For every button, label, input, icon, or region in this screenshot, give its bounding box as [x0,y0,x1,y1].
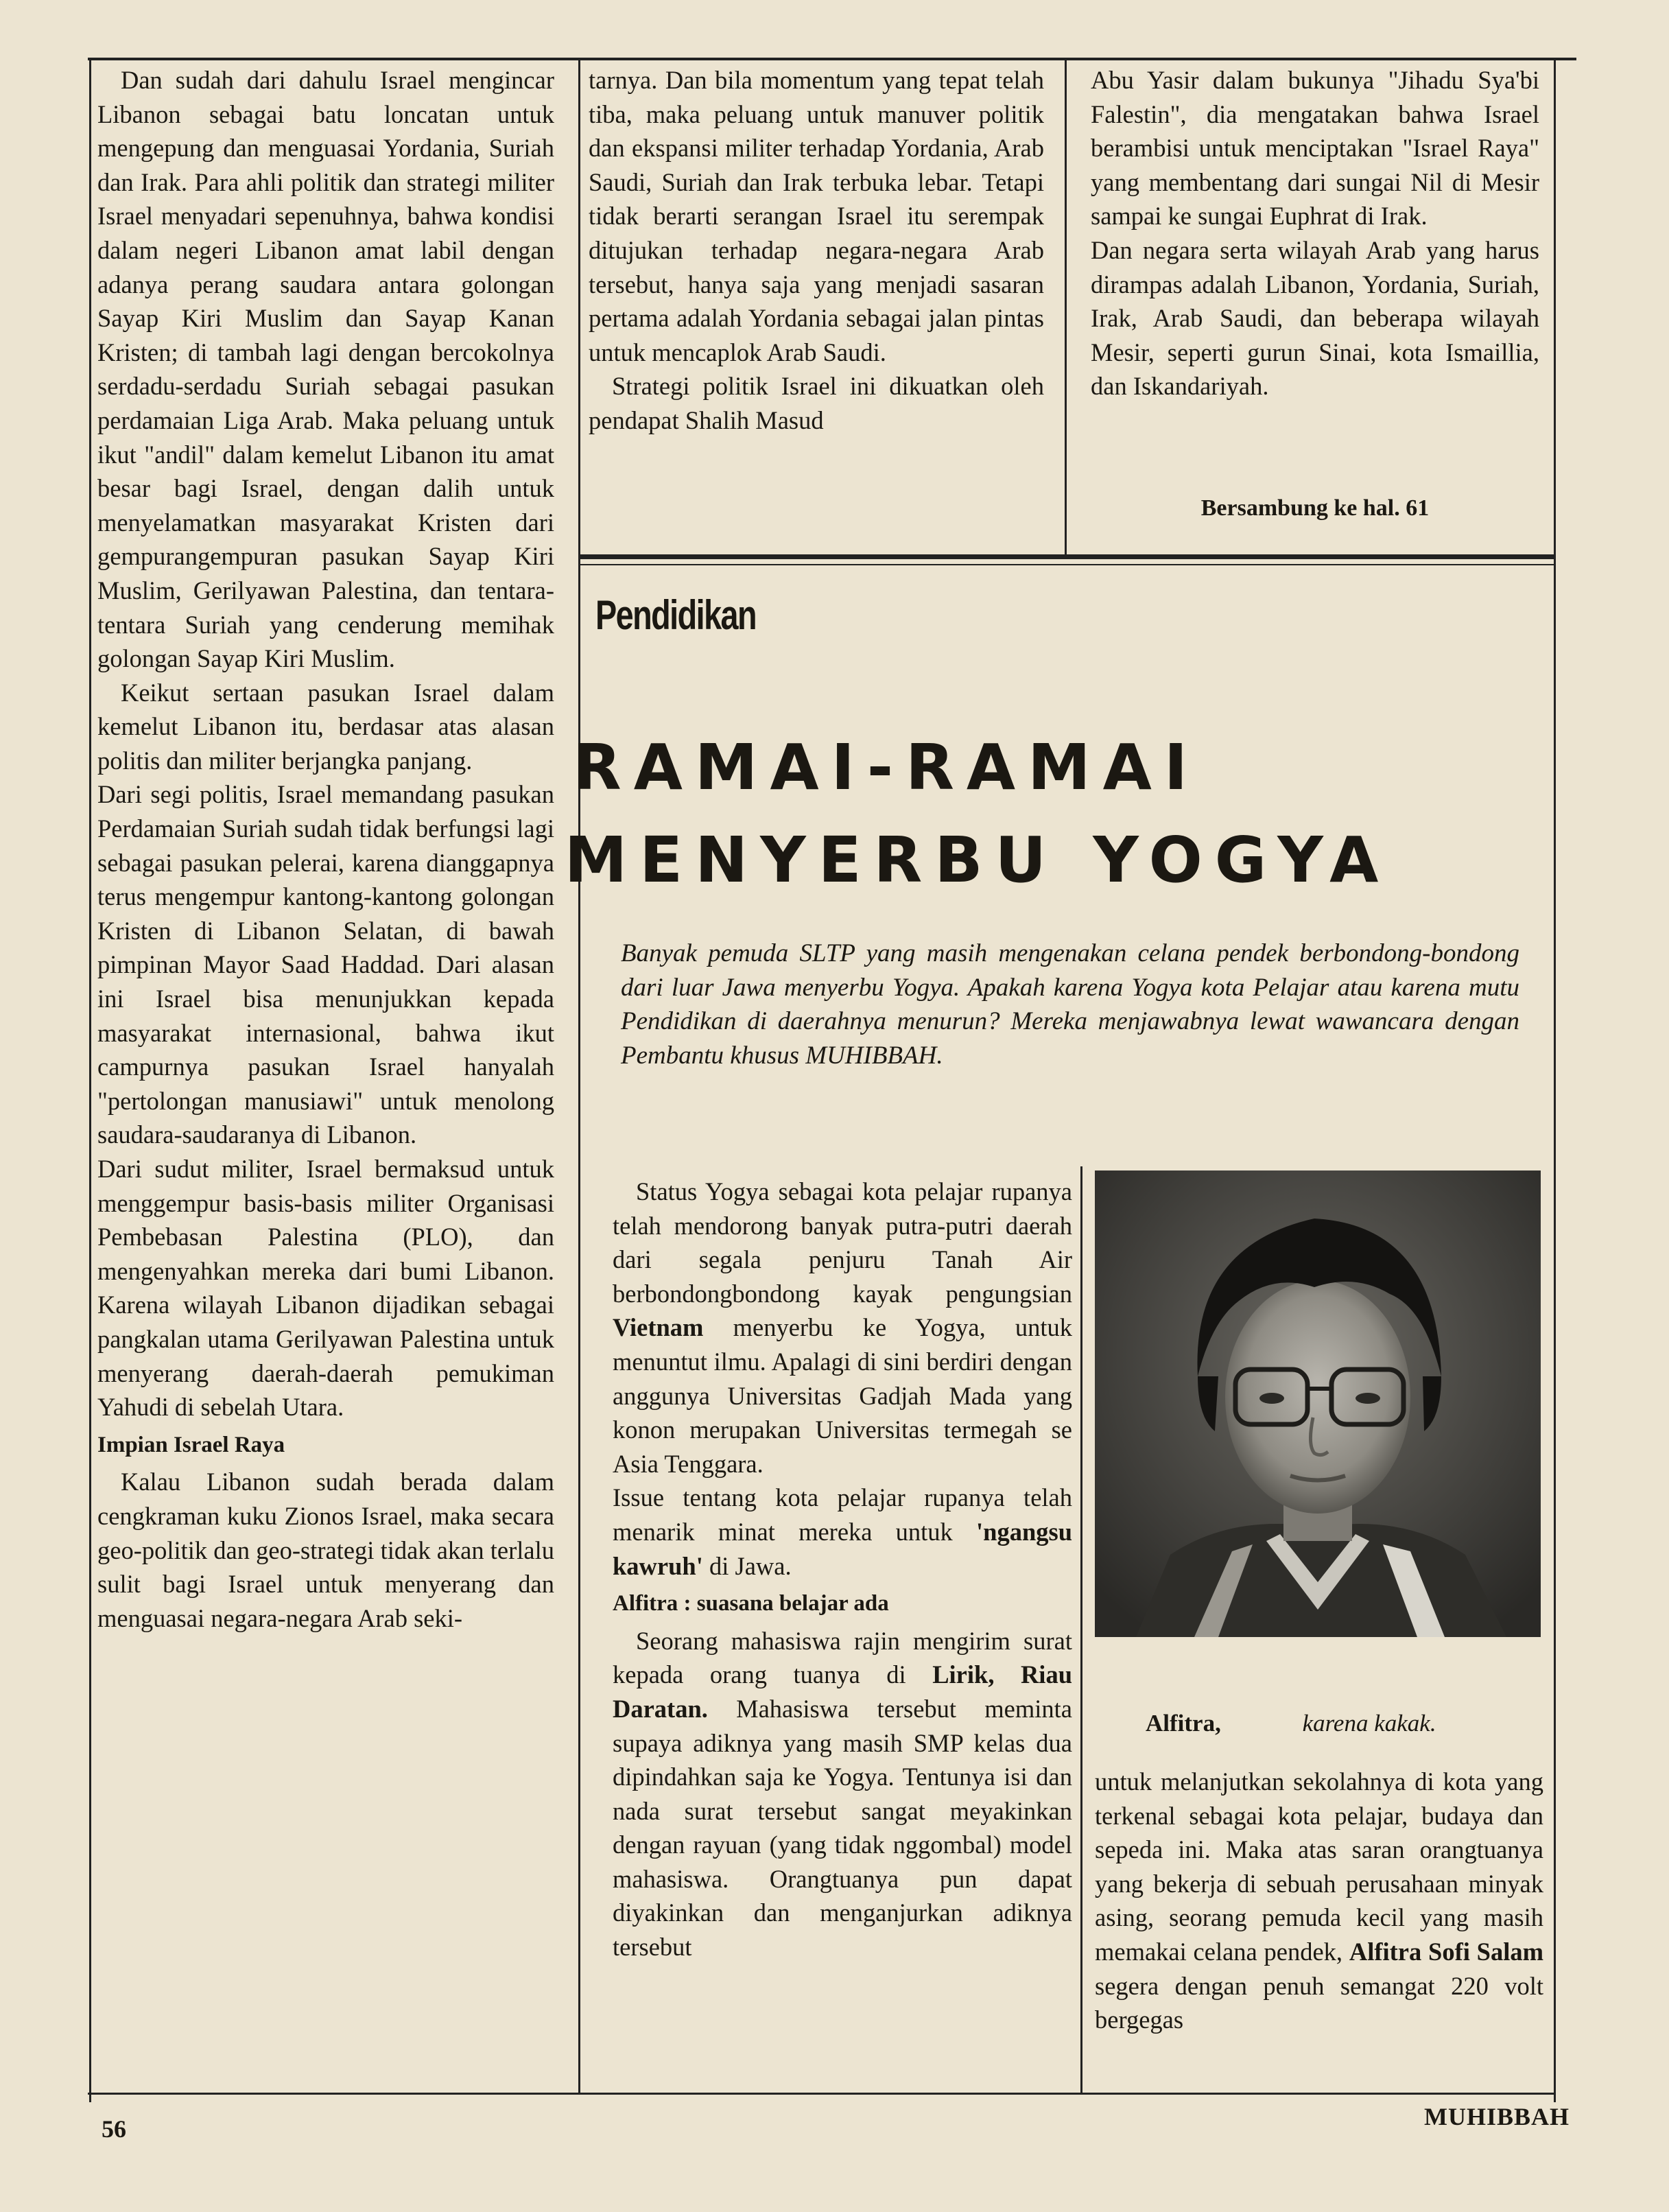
article-column-2 [589,63,1044,438]
portrait-photo [1095,1170,1541,1637]
article-column-5 [1095,1765,1543,2037]
paragraph: Strategi politik Israel ini dikuatkan oleh pendapat Shalih Masud [589,372,1044,434]
subheading: Impian Israel Raya [97,1432,285,1457]
caption-text: karena kakak. [1302,1710,1436,1737]
page-number: 56 [102,2115,126,2143]
headline-line-2: MENYERBU YOGYA [564,823,1391,897]
magazine-name: MUHIBBAH [1423,2103,1570,2130]
photo-caption [1146,1710,1436,1737]
paragraph: Keikut sertaan pasukan Israel dalam kemelut Libanon itu, berdasar atas alasan politis dan militer berjangka panjang. [97,678,554,775]
left-frame-rule [89,58,91,2102]
lead-paragraph: Banyak pemuda SLTP yang masih mengenakan celana pendek berbondong-bondong dari luar Jawa menyerbu Yogya. Apakah karena Yogya kota Pelajar atau karena mutu Pendidikan di daerahnya menurun? Mereka menjawabnya lewat wawancara dengan Pembantu khusus MUHIBBAH. [621,939,1519,1070]
text-run: Status Yogya sebagai kota pelajar rupanya telah mendorong banyak putra-putri daerah dari segala penjuru Tanah Air berbondongbondong kayak pengungsian [613,1177,1072,1308]
paragraph: Dan sudah dari dahulu Israel mengincar Libanon sebagai batu loncatan untuk mengepung dan menguasai Yordania, Suriah dan Irak. Para ahli politik dan strategi militer Israel menyadari sepenuhnya, bahwa kondisi dalam negeri Libanon amat labil dengan adanya perang saudara antara golongan Sayap Kiri Muslim dan Sayap Kanan Kristen; di tambah lagi dengan bercokolnya serdadu-serdadu Suriah sebagai pasukan perdamaian Liga Arab. Maka peluang untuk ikut "andil" dalam kemelut Libanon itu amat besar bagi Israel, dengan dalih untuk menyelamatkan masyarakat Kristen dari gempurangempuran pasukan Sayap Kiri Muslim, Gerilyawan Palestina, dan tentara-tentara Suriah yang cenderung memihak golongan Sayap Kiri Muslim. [97,66,554,673]
continued-notice: Bersambung ke hal. 61 [1200,495,1430,521]
bottom-rule [88,2093,1556,2095]
paragraph: Dan negara serta wilayah Arab yang harus dirampas adalah Libanon, Yordania, Suriah, Irak, Arab Saudi, dan beberapa wilayah Mesir, seperti gurun Sinai, kota Ismaillia, dan Iskandariyah. [1091,235,1539,401]
paragraph [613,1624,1072,1964]
caption-name: Alfitra, [1146,1710,1221,1737]
text-run: untuk melanjutkan sekolahnya di kota yang terkenal sebagai kota pelajar, budaya dan sepeda ini. Maka atas saran orangtuanya yang bekerja di sebuah perusahaan minyak asing, seorang pemuda kecil yang masih memakai celana pendek, [1095,1767,1543,1966]
paragraph [1095,1765,1543,2037]
subheading: Alfitra : suasana belajar ada [613,1591,889,1616]
bold-text: Lirik, Riau Daratan. [613,1660,1072,1723]
paragraph: Abu Yasir dalam bukunya "Jihadu Sya'bi Falestin", dia mengatakan bahwa Israel berambisi untuk menciptakan "Israel Raya" yang membentang dari sungai Nil di Mesir sampai ke sungai Euphrat di Irak. [1091,66,1539,231]
text-run: menyerbu ke Yogya, untuk menuntut ilmu. Apalagi di sini berdiri dengan anggunya Universitas Gadjah Mada yang konon merupakan Universitas termegah se Asia Tenggara. [613,1313,1072,1478]
headline-line-1: RAMAI-RAMAI [572,731,1200,804]
column-rule-2 [1065,58,1067,555]
right-frame-rule [1554,58,1556,2102]
bold-text: Alfitra Sofi Salam [1349,1937,1543,1966]
paragraph [613,1175,1072,1481]
paragraph: tarnya. Dan bila momentum yang tepat telah tiba, maka peluang untuk manuver politik dan ekspansi militer terhadap Yordania, Arab Saudi, Suriah dan Irak terbuka lebar. Tetapi tidak berarti serangan Israel itu serempak ditujukan terhadap negara-negara Arab tersebut, hanya saja yang menjadi sasaran pertama adalah Yordania sebagai jalan pintas untuk mencaplok Arab Saudi. [589,66,1044,366]
article-column-4 [613,1175,1072,1964]
section-label: Pendidikan [595,592,757,638]
portrait-illustration [1095,1170,1541,1637]
column-rule-3 [1080,1166,1082,2093]
bold-text: Vietnam [613,1313,704,1342]
text-run: Issue tentang kota pelajar rupanya telah menarik minat mereka untuk [613,1483,1072,1546]
article-column-3 [1091,63,1539,403]
text-run: Mahasiswa tersebut meminta supaya adiknya yang masih SMP kelas dua dipindahkan saja ke Yogya. Tentunya isi dan nada surat tersebut sangat meyakinkan dengan rayuan (yang tidak nggombal) model mahasiswa. Orangtuanya pun dapat diyakinkan dan menganjurkan adiknya tersebut [613,1694,1072,1962]
text-run: di Jawa. [709,1551,792,1580]
section-rule-thick [578,554,1556,559]
column-rule-1 [578,58,580,2093]
paragraph [613,1481,1072,1583]
paragraph: Dari segi politis, Israel memandang pasukan Perdamaian Suriah sudah tidak berfungsi lagi sebagai pasukan pelerai, karena dianggapnya terus mengempur kantong-kantong golongan Kristen di Libanon Selatan, di bawah pimpinan Mayor Saad Haddad. Dari alasan ini Israel bisa menunjukkan kepada masyarakat internasional, bahwa ikut campurnya pasukan Israel hanyalah "pertolongan manusiawi" untuk menolong saudara-saudaranya di Libanon. [97,780,554,1149]
section-rule-thin [578,564,1556,565]
bold-text: 'ngangsu kawruh' [613,1517,1072,1580]
paragraph: Kalau Libanon sudah berada dalam cengkraman kuku Zionos Israel, maka secara geo-politik dan geo-strategi tidak akan terlalu sulit bagi Israel untuk menyerang dan menguasai negara-negara Arab seki- [97,1468,554,1632]
paragraph: Dari sudut militer, Israel bermaksud untuk menggempur basis-basis militer Organisasi Pembebasan Palestina (PLO), dan mengenyahkan mereka dari bumi Libanon. Karena wilayah Libanon dijadikan sebagai pangkalan utama Gerilyawan Palestina untuk menyerang daerah-daerah pemukiman Yahudi di sebelah Utara. [97,1155,554,1422]
top-rule [88,58,1576,60]
text-run: segera dengan penuh semangat 220 volt bergegas [1095,1971,1543,2034]
text-run: Seorang mahasiswa rajin mengirim surat kepada orang tuanya di [613,1626,1072,1689]
